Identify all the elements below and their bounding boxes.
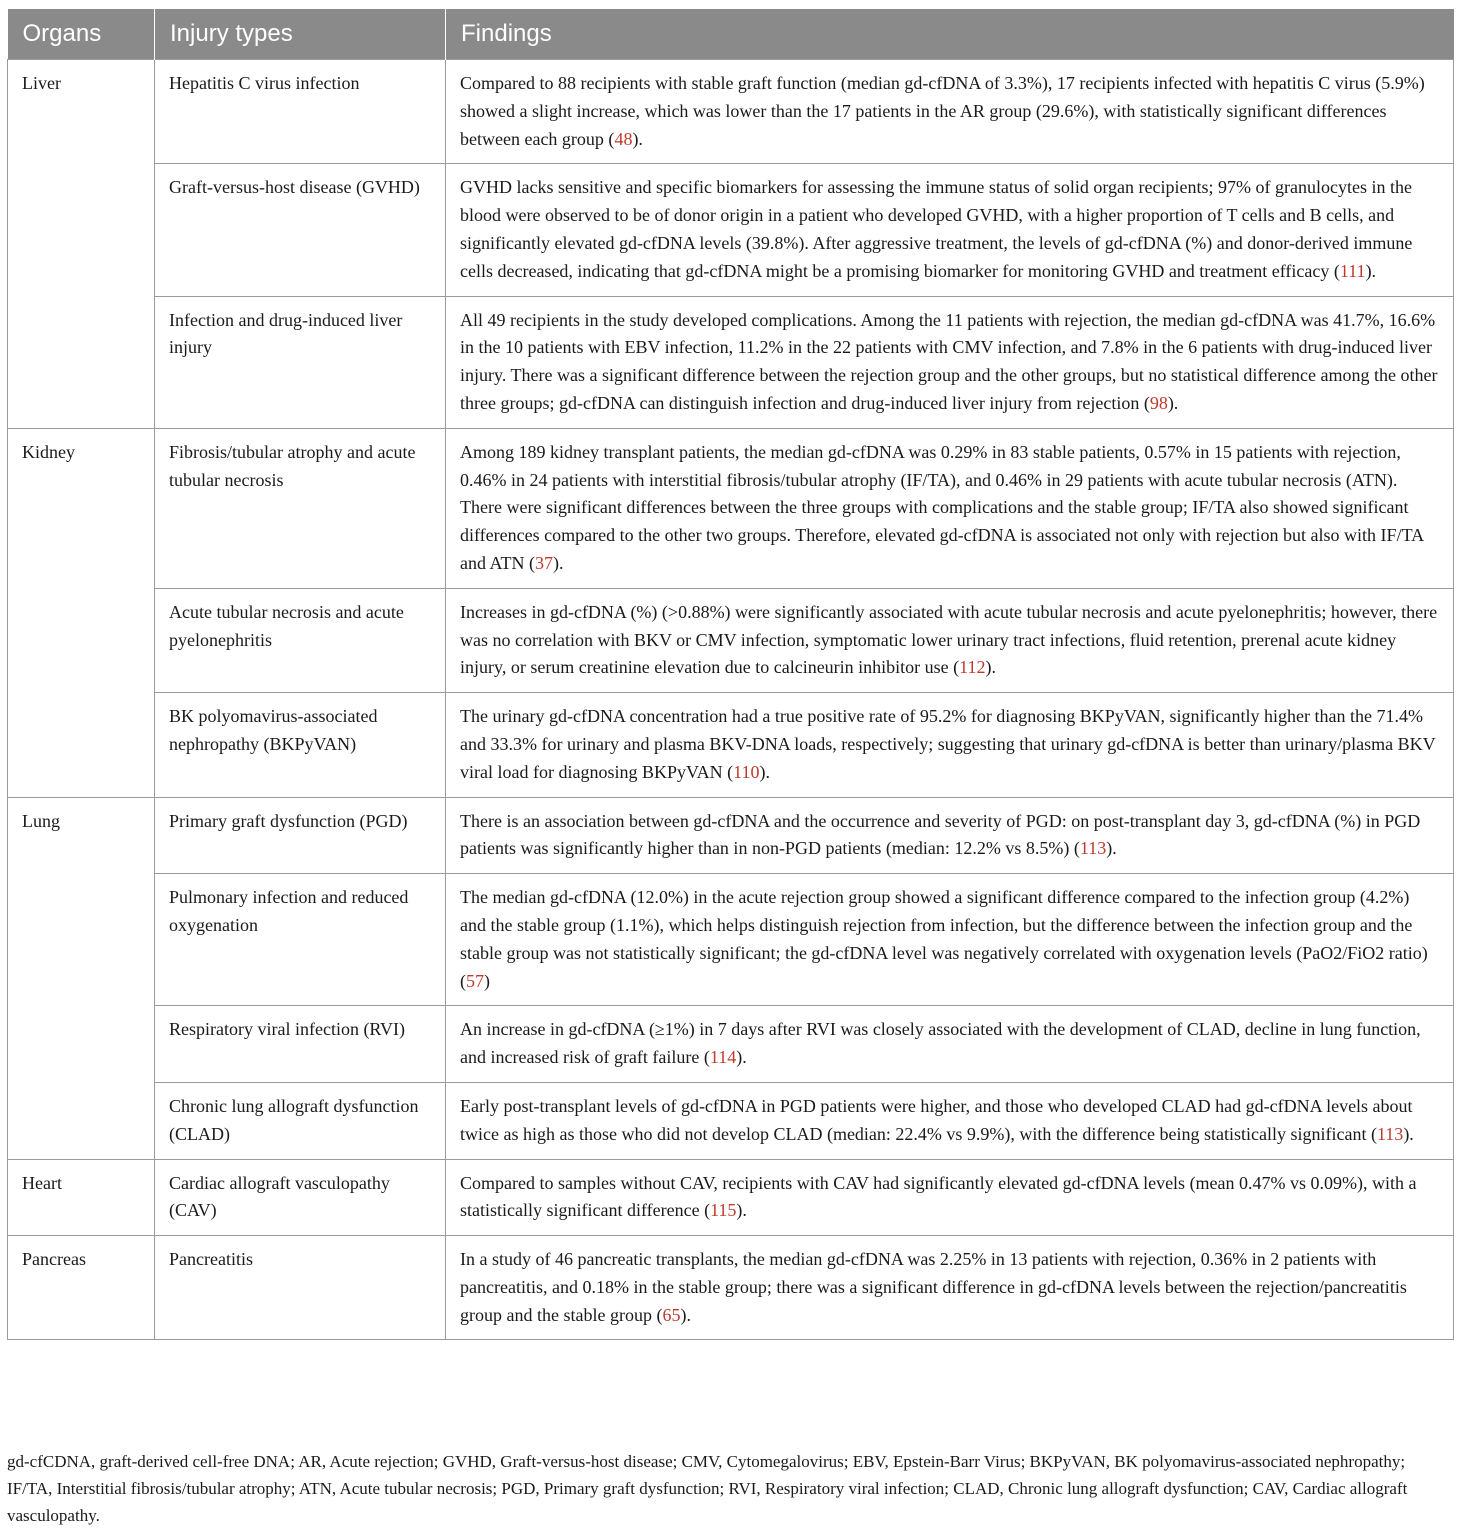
finding-cell — [446, 1082, 1454, 1159]
finding-cell — [446, 874, 1454, 1006]
injury-cell: Graft-versus-host disease (GVHD) — [155, 164, 446, 296]
table-row — [8, 588, 1454, 692]
finding-text: There is an association between gd-cfDNA and the occurrence and severity of PGD: on post-transplant day 3, gd-cfDNA (%) in PGD patients was significantly higher than in non-PGD patients (median: 12.2% vs 8.5%) ( — [460, 810, 1421, 859]
finding-tail: ). — [553, 552, 564, 573]
injury-cell: Acute tubular necrosis and acute pyelonephritis — [155, 588, 446, 692]
organ-cell: Lung — [8, 797, 155, 1159]
injury-cell: Chronic lung allograft dysfunction (CLAD) — [155, 1082, 446, 1159]
finding-text: An increase in gd-cfDNA (≥1%) in 7 days after RVI was closely associated with the development of CLAD, decline in lung function, and increased risk of graft failure ( — [460, 1019, 1421, 1068]
finding-cell — [446, 1159, 1454, 1236]
organ-cell: Liver — [8, 60, 155, 429]
finding-cell — [446, 428, 1454, 588]
table-header — [8, 9, 1454, 60]
citation-link[interactable]: 110 — [733, 761, 760, 782]
citation-link[interactable]: 115 — [710, 1200, 737, 1221]
citation-link[interactable]: 113 — [1079, 838, 1107, 859]
organ-cell: Heart — [8, 1159, 155, 1236]
table-row — [8, 1236, 1454, 1340]
citation-link[interactable]: 37 — [535, 552, 553, 573]
injury-cell: Infection and drug-induced liver injury — [155, 296, 446, 428]
finding-tail: ). — [680, 1304, 691, 1325]
finding-tail: ) — [484, 970, 490, 991]
citation-link[interactable]: 111 — [1339, 260, 1366, 281]
finding-text: In a study of 46 pancreatic transplants, the median gd-cfDNA was 2.25% in 13 patients with rejection, 0.36% in 2 patients with pancreatitis, and 0.18% in the stable group; there was a significant difference in gd-cfDNA levels between the rejection/pancreatitis group and the stable group ( — [460, 1249, 1407, 1325]
finding-text: The urinary gd-cfDNA concentration had a true positive rate of 95.2% for diagnosing BKPyVAN, significantly higher than the 71.4% and 33.3% for urinary and plasma BKV-DNA loads, respectively; suggesting that urinary gd-cfDNA is better than urinary/plasma BKV viral load for diagnosing BKPyVAN ( — [460, 706, 1436, 782]
finding-tail: ). — [1167, 392, 1179, 413]
injury-cell: Primary graft dysfunction (PGD) — [155, 797, 446, 874]
header-findings: Findings — [446, 9, 1454, 60]
injury-cell: Respiratory viral infection (RVI) — [155, 1006, 446, 1083]
injury-cell: BK polyomavirus-associated nephropathy (BKPyVAN) — [155, 693, 446, 797]
finding-text: Increases in gd-cfDNA (%) (>0.88%) were significantly associated with acute tubular necrosis and acute pyelonephritis; however, there was no correlation with BKV or CMV infection, symptomatic lower urinary tract infections, fluid retention, prerenal acute kidney injury, or serum creatinine elevation due to calcineurin inhibitor use ( — [460, 601, 1438, 678]
header-injury-types: Injury types — [155, 9, 446, 60]
table-row — [8, 428, 1454, 588]
finding-cell — [446, 1236, 1454, 1340]
finding-cell — [446, 693, 1454, 797]
finding-text: Among 189 kidney transplant patients, the median gd-cfDNA was 0.29% in 83 stable patients, 0.57% in 15 patients with rejection, 0.46% in 24 patients with interstitial fibrosis/tubular atrophy (IF/TA), and 0.46% in 29 patients with acute tubular necrosis (ATN). There were significant differences between the three groups with complications and the stable group; IF/TA also showed significant differences compared to the other two groups. Therefore, elevated gd-cfDNA is associated not only with rejection but also with IF/TA and ATN ( — [460, 441, 1424, 573]
finding-cell — [446, 797, 1454, 874]
table-row — [8, 1006, 1454, 1083]
finding-tail: ). — [1365, 260, 1377, 281]
table-row — [8, 164, 1454, 296]
finding-tail: ). — [985, 657, 997, 678]
finding-text: The median gd-cfDNA (12.0%) in the acute rejection group showed a significant difference compared to the infection group (4.2%) and the stable group (1.1%), which helps distinguish rejection from infection, but the difference between the infection group and the stable group was not statistically significant; the gd-cfDNA level was negatively correlated with oxygenation levels (PaO2/FiO2 ratio) ( — [460, 887, 1428, 991]
citation-link[interactable]: 114 — [709, 1047, 737, 1068]
injury-cell: Fibrosis/tubular atrophy and acute tubular necrosis — [155, 428, 446, 588]
header-organs: Organs — [8, 9, 155, 60]
finding-tail: ). — [632, 128, 643, 149]
table-row — [8, 693, 1454, 797]
injury-cell: Cardiac allograft vasculopathy (CAV) — [155, 1159, 446, 1236]
finding-tail: ). — [736, 1047, 747, 1068]
findings-table — [7, 9, 1454, 1340]
finding-cell — [446, 164, 1454, 296]
citation-link[interactable]: 113 — [1376, 1123, 1404, 1144]
finding-cell — [446, 1006, 1454, 1083]
injury-cell: Pancreatitis — [155, 1236, 446, 1340]
table-row — [8, 296, 1454, 428]
citation-link[interactable]: 57 — [466, 970, 484, 991]
citation-link[interactable]: 112 — [959, 657, 986, 678]
finding-tail: ). — [1106, 838, 1117, 859]
finding-cell — [446, 588, 1454, 692]
finding-text: Compared to samples without CAV, recipients with CAV had significantly elevated gd-cfDNA levels (mean 0.47% vs 0.09%), with a statistically significant difference ( — [460, 1172, 1417, 1221]
injury-cell: Pulmonary infection and reduced oxygenation — [155, 874, 446, 1006]
organ-cell: Kidney — [8, 428, 155, 797]
finding-tail: ). — [1403, 1123, 1414, 1144]
organ-cell: Pancreas — [8, 1236, 155, 1340]
finding-cell — [446, 60, 1454, 164]
finding-cell — [446, 296, 1454, 428]
table-row — [8, 60, 1454, 164]
header-row — [8, 9, 1454, 60]
table-row — [8, 1159, 1454, 1236]
citation-link[interactable]: 98 — [1149, 392, 1168, 413]
finding-text: All 49 recipients in the study developed complications. Among the 11 patients with rejection, the median gd-cfDNA was 41.7%, 16.6% in the 10 patients with EBV infection, 11.2% in the 22 patients with CMV infection, and 7.8% in the 6 patients with drug-induced liver injury. There was a significant difference between the rejection group and the other groups, but no statistical difference among the other three groups; gd-cfDNA can distinguish infection and drug-induced liver injury from rejection ( — [460, 309, 1438, 413]
table-row — [8, 1082, 1454, 1159]
finding-tail: ). — [759, 761, 770, 782]
finding-text: Compared to 88 recipients with stable graft function (median gd-cfDNA of 3.3%), 17 recipients infected with hepatitis C virus (5.9%) showed a slight increase, which was lower than the 17 patients in the AR group (29.6%), with statistically significant differences between each group ( — [460, 73, 1425, 149]
injury-cell: Hepatitis C virus infection — [155, 60, 446, 164]
table-footnote: gd-cfCDNA, graft-derived cell-free DNA; AR, Acute rejection; GVHD, Graft-versus-host disease; CMV, Cytomegalovirus; EBV, Epstein-Barr Virus; BKPyVAN, BK polyomavirus-associated nephropathy; IF/TA, Interstitial fibrosis/tubular atrophy; ATN, Acute tubular necrosis; PGD, Primary graft dysfunction; RVI, Respiratory viral infection; CLAD, Chronic lung allograft dysfunction; CAV, Cardiac allograft vasculopathy. — [7, 1452, 1408, 1525]
finding-text: GVHD lacks sensitive and specific biomarkers for assessing the immune status of solid organ recipients; 97% of granulocytes in the blood were observed to be of donor origin in a patient who developed GVHD, with a higher proportion of T cells and B cells, and significantly elevated gd-cfDNA levels (39.8%). After aggressive treatment, the levels of gd-cfDNA (%) and donor-derived immune cells decreased, indicating that gd-cfDNA might be a promising biomarker for monitoring GVHD and treatment efficacy ( — [460, 177, 1413, 281]
table-row — [8, 797, 1454, 874]
finding-text: Early post-transplant levels of gd-cfDNA in PGD patients were higher, and those who developed CLAD had gd-cfDNA levels about twice as high as those who did not develop CLAD (median: 22.4% vs 9.9%), with the difference being statistically significant ( — [460, 1095, 1413, 1144]
citation-link[interactable]: 48 — [614, 128, 633, 149]
finding-tail: ). — [736, 1200, 747, 1221]
citation-link[interactable]: 65 — [662, 1304, 681, 1325]
table-row — [8, 874, 1454, 1006]
